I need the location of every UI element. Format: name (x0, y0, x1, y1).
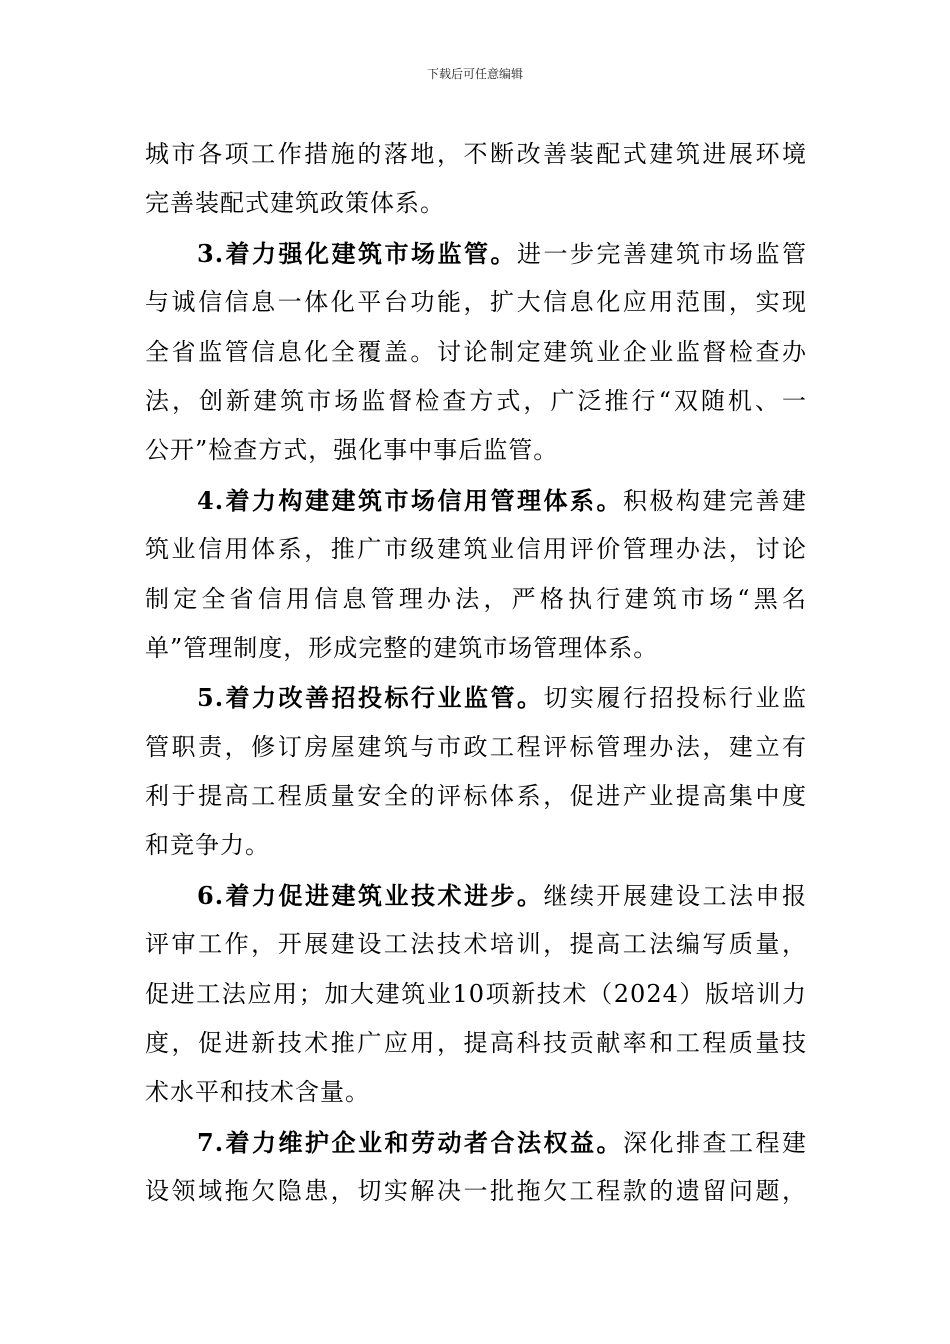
text-run: 深化排查工程建 (623, 1128, 807, 1157)
text-line: 法，创新建筑市场监督检查方式，广泛推行“双随机、一 (145, 386, 807, 415)
text-line: 度，促进新技术推广应用，提高科技贡献率和工程质量技 (145, 1029, 807, 1058)
section-5-heading-line (145, 673, 807, 722)
section-heading: 7.着力维护企业和劳动者合法权益。 (197, 1127, 624, 1157)
text-line: 评审工作，开展建设工法技术培训，提高工法编写质量， (145, 930, 807, 959)
section-4-heading-line (145, 476, 807, 525)
text-line: 单”管理制度，形成完整的建筑市场管理体系。 (145, 633, 659, 662)
text-line: 筑业信用体系，推广市级建筑业信用评价管理办法，讨论 (145, 535, 807, 564)
section-heading: 3.着力强化建筑市场监管。 (197, 238, 518, 268)
text-run: 继续开展建设工法申报 (543, 881, 807, 910)
document-body (145, 130, 807, 1217)
section-6-heading-line (145, 871, 807, 920)
text-line: 设领域拖欠隐患，切实解决一批拖欠工程款的遗留问题， (145, 1177, 807, 1206)
section-3-heading-line (145, 229, 807, 278)
text-run: 积极构建完善建 (623, 486, 807, 515)
text-line: 与诚信信息一体化平台功能，扩大信息化应用范围，实现 (145, 288, 807, 317)
text-line: 制定全省信用信息管理办法，严格执行建筑市场“黑名 (145, 584, 807, 613)
section-heading: 6.着力促进建筑业技术进步。 (197, 880, 544, 910)
text-run: 进一步完善建筑市场监管 (517, 239, 807, 268)
text-line: 城市各项工作措施的落地，不断改善装配式建筑进展环境 (145, 140, 807, 168)
text-line: 全省监管信息化全覆盖。讨论制定建筑业企业监督检查办 (145, 337, 807, 366)
text-line: 管职责，修订房屋建筑与市政工程评标管理办法，建立有 (145, 732, 807, 761)
section-heading: 4.着力构建建筑市场信用管理体系。 (197, 485, 624, 515)
text-line: 促进工法应用；加大建筑业10项新技术（2024）版培训力 (145, 979, 807, 1008)
page-header: 下载后可任意编辑 (426, 67, 523, 81)
text-line: 术水平和技术含量。 (145, 1078, 370, 1107)
section-7-heading-line (145, 1118, 807, 1167)
section-heading: 5.着力改善招投标行业监管。 (197, 683, 544, 713)
text-run: 切实履行招投标行业监 (543, 684, 807, 713)
text-line: 完善装配式建筑政策体系。 (145, 189, 445, 218)
text-line: 公开”检查方式，强化事中事后监管。 (145, 436, 559, 465)
text-line: 利于提高工程质量安全的评标体系，促进产业提高集中度 (145, 782, 807, 811)
text-line: 和竞争力。 (145, 831, 270, 860)
